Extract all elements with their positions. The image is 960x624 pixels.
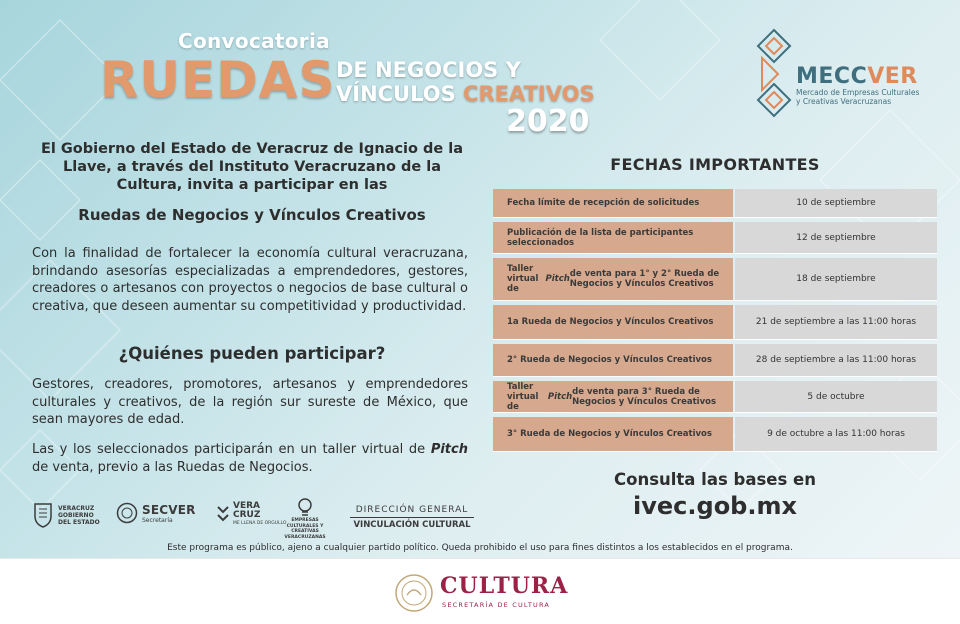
veracruz-brand-wordmark: VERA CRUZ [233, 501, 261, 520]
date-row [493, 305, 937, 340]
date-value: 28 de septiembre a las 11:00 horas [735, 344, 937, 376]
dg-line1: DIRECCIÓN GENERAL [350, 505, 474, 518]
date-value: 9 de octubre a las 11:00 horas [735, 417, 937, 451]
secver-logo [116, 502, 196, 524]
date-row [493, 258, 937, 301]
pitch-note-emphasis: Pitch [430, 442, 468, 457]
consult-label: Consulta las bases en [614, 470, 816, 489]
meccver-emblem-icon [754, 28, 794, 118]
eligibility-heading: ¿Quiénes pueden participar? [118, 344, 386, 363]
title-year: 2020 [506, 104, 590, 139]
purpose-paragraph: Con la finalidad de fortalecer la economía cultural veracruzana, brindando asesorías especializadas a emprendedores, gestores, creadores o artesanos con proyectos o negocios de base cultural o creativa, que deseen aumentar su competitividad y productividad. [32, 246, 468, 314]
date-event-part-a: Taller virtual de [507, 381, 539, 412]
date-event-emphasis: Pitch [545, 274, 570, 284]
dg-vinculacion-logo [350, 505, 474, 530]
veracruz-government-logo [32, 502, 106, 528]
date-value: 10 de septiembre [735, 189, 937, 217]
subtitle-part-a: VÍNCULOS [336, 82, 464, 106]
dates-table [493, 189, 937, 456]
veracruz-government-label: VERACRUZ GOBIERNO DEL ESTADO [58, 504, 100, 526]
subtitle-part-b: CREATIVOS [463, 82, 595, 106]
date-row [493, 189, 937, 218]
legal-disclaimer: Este programa es público, ajeno a cualquier partido político. Queda prohibido el uso para fines distintos a los establecidos en el programa. [167, 543, 793, 553]
meccver-description: Mercado de Empresas Culturales y Creativas Veracruzanas [796, 88, 920, 106]
coat-of-arms-icon [32, 502, 54, 528]
meccver-logo [754, 28, 924, 118]
date-value: 5 de octubre [735, 381, 937, 412]
date-value: 12 de septiembre [735, 222, 937, 253]
date-event-emphasis: Pitch [547, 391, 573, 402]
dates-heading: FECHAS IMPORTANTES [610, 155, 820, 174]
call-kicker: Convocatoria [178, 29, 330, 53]
secretaria-cultura-logo [394, 571, 574, 615]
lightbulb-icon [297, 498, 313, 518]
date-event: 1a Rueda de Negocios y Vínculos Creativos [493, 305, 733, 339]
meccver-wordmark [796, 64, 918, 89]
pitch-note-paragraph [32, 441, 468, 476]
meccver-name-part-a: MECC [796, 64, 868, 89]
date-event: Publicación de la lista de participantes seleccionados [493, 222, 733, 253]
date-event [493, 258, 733, 300]
cultura-subtitle: SECRETARÍA DE CULTURA [442, 601, 551, 609]
date-value: 18 de septiembre [735, 258, 937, 300]
date-event [493, 381, 733, 412]
date-row [493, 222, 937, 254]
title-subtitle-line1: DE NEGOCIOS Y [336, 58, 521, 82]
date-event: 2° Rueda de Negocios y Vínculos Creativos [493, 344, 733, 376]
secver-wordmark: SECVER [142, 502, 196, 517]
page-title: RUEDAS [100, 51, 336, 109]
mexico-eagle-seal-icon [394, 573, 434, 613]
title-subtitle-line2 [336, 82, 595, 106]
date-event-part-b: de venta para 3° Rueda de Negocios y Vínculos Creativos [572, 386, 717, 407]
pitch-note-before: Las y los seleccionados participarán en un taller virtual de [32, 442, 431, 457]
veracruz-brand-icon [216, 505, 230, 525]
consult-url-link[interactable]: ivec.gob.mx [633, 492, 797, 520]
secver-sublabel: Secretaría [142, 516, 173, 524]
eligibility-paragraph: Gestores, creadores, promotores, artesanos y emprendedores culturales y creativos, de la región sur sureste de México, que sean mayores de edad. [32, 377, 468, 427]
date-event: Fecha límite de recepción de solicitudes [493, 189, 733, 217]
pitch-note-after: de venta, previo a las Ruedas de Negocios. [32, 459, 313, 475]
meccver-name-part-b: VER [867, 64, 918, 89]
secver-seal-icon [116, 502, 138, 524]
empresas-culturales-label: EMPRESAS CULTURALES Y CREATIVAS VERACRUZANAS [284, 518, 326, 540]
date-row [493, 344, 937, 377]
date-event-part-b: de venta para 1° y 2° Rueda de Negocios y Vínculos Creativos [569, 269, 720, 289]
program-name: Ruedas de Negocios y Vínculos Creativos [78, 206, 426, 224]
date-value: 21 de septiembre a las 11:00 horas [735, 305, 937, 339]
veracruz-brand-logo [216, 502, 286, 527]
dg-line2: VINCULACIÓN CULTURAL [353, 520, 471, 530]
date-event: 3° Rueda de Negocios y Vínculos Creativos [493, 417, 733, 451]
veracruz-brand-tagline: ME LLENA DE ORGULLO [233, 521, 287, 526]
date-event-part-a: Taller virtual de [507, 264, 539, 294]
cultura-wordmark: CULTURA [440, 573, 569, 599]
empresas-culturales-logo [279, 498, 331, 540]
date-row [493, 381, 937, 413]
secver-text [142, 503, 196, 524]
intro-paragraph: El Gobierno del Estado de Veracruz de Ignacio de la Llave, a través del Instituto Veracruzano de la Cultura, invita a participar en las [40, 141, 464, 193]
footer [0, 558, 960, 624]
date-row [493, 417, 937, 452]
